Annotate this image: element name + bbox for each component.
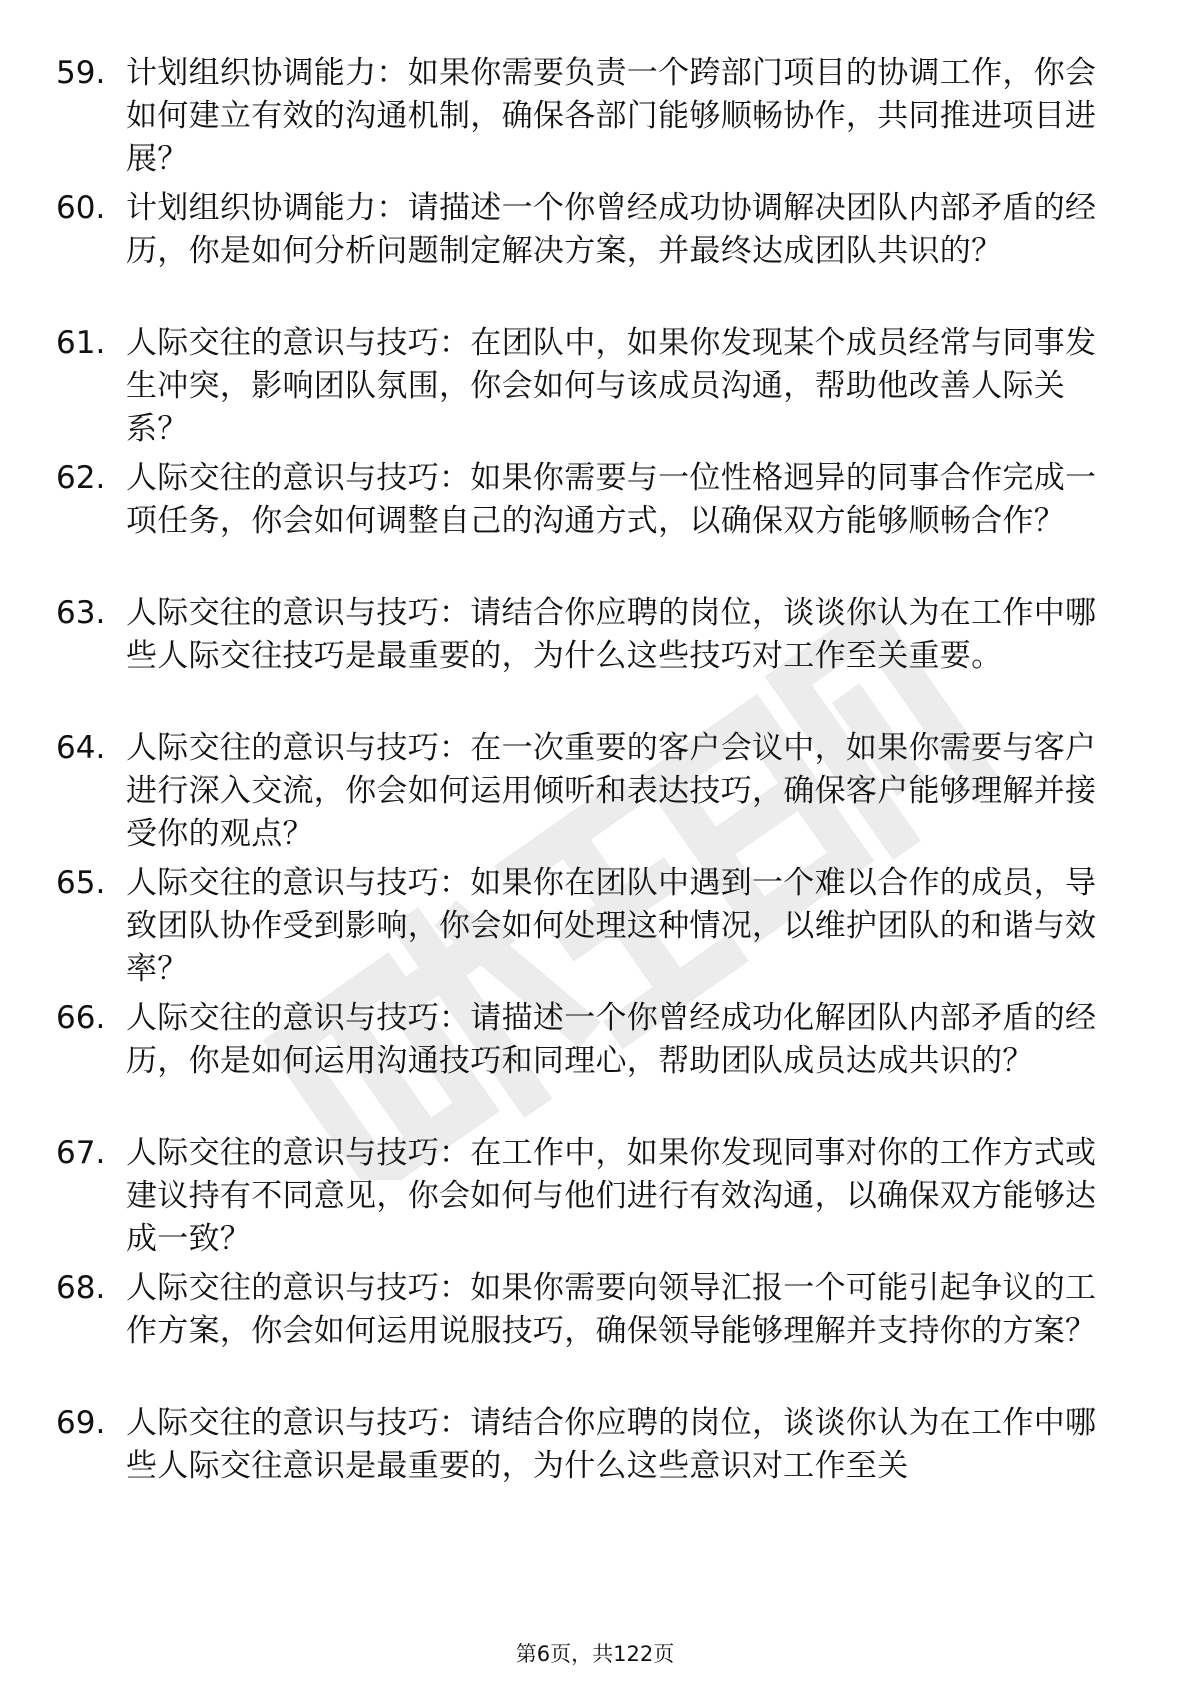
question-item xyxy=(0,862,1190,992)
question-text: 人际交往的意识与技巧：在工作中，如果你发现同事对你的工作方式或建议持有不同意见，你会如何与他们进行有效沟通，以确保双方能够达成一致？ xyxy=(126,1135,1097,1257)
question-text: 人际交往的意识与技巧：在团队中，如果你发现某个成员经常与同事发生冲突，影响团队氛围，你会如何与该成员沟通，帮助他改善人际关系？ xyxy=(126,325,1097,447)
question-text: 计划组织协调能力：请描述一个你曾经成功协调解决团队内部矛盾的经历，你是如何分析问题制定解决方案，并最终达成团队共识的？ xyxy=(126,190,1097,269)
question-number: 60. xyxy=(56,190,106,226)
question-item xyxy=(0,52,1190,182)
question-text: 人际交往的意识与技巧：如果你需要向领导汇报一个可能引起争议的工作方案，你会如何运用说服技巧，确保领导能够理解并支持你的方案？ xyxy=(126,1270,1097,1349)
question-number: 65. xyxy=(56,865,106,901)
question-text: 人际交往的意识与技巧：请描述一个你曾经成功化解团队内部矛盾的经历，你是如何运用沟通技巧和同理心，帮助团队成员达成共识的？ xyxy=(126,1000,1097,1079)
question-item xyxy=(0,592,1190,722)
question-text: 人际交往的意识与技巧：请结合你应聘的岗位，谈谈你认为在工作中哪些人际交往技巧是最重要的，为什么这些技巧对工作至关重要。 xyxy=(126,595,1097,674)
question-item xyxy=(0,727,1190,857)
question-item xyxy=(0,997,1190,1127)
question-text: 计划组织协调能力：如果你需要负责一个跨部门项目的协调工作，你会如何建立有效的沟通机制，确保各部门能够顺畅协作，共同推进项目进展？ xyxy=(126,55,1097,177)
question-text: 人际交往的意识与技巧：在一次重要的客户会议中，如果你需要与客户进行深入交流，你会如何运用倾听和表达技巧，确保客户能够理解并接受你的观点？ xyxy=(126,730,1097,852)
question-number: 69. xyxy=(56,1405,106,1441)
question-text: 人际交往的意识与技巧：如果你在团队中遇到一个难以合作的成员，导致团队协作受到影响，你会如何处理这种情况，以维护团队的和谐与效率？ xyxy=(126,865,1097,987)
question-item xyxy=(0,1267,1190,1397)
question-number: 64. xyxy=(56,730,106,766)
question-number: 67. xyxy=(56,1135,106,1171)
question-item xyxy=(0,187,1190,317)
question-item xyxy=(0,1402,1190,1490)
question-number: 61. xyxy=(56,325,106,361)
question-text: 人际交往的意识与技巧：如果你需要与一位性格迥异的同事合作完成一项任务，你会如何调整自己的沟通方式，以确保双方能够顺畅合作？ xyxy=(126,460,1097,539)
question-number: 59. xyxy=(56,55,106,91)
page-number: 第6页，共122页 xyxy=(515,1642,675,1666)
question-number: 63. xyxy=(56,595,106,631)
question-item xyxy=(0,457,1190,587)
question-item xyxy=(0,1132,1190,1262)
question-item xyxy=(0,322,1190,452)
question-number: 62. xyxy=(56,460,106,496)
question-number: 68. xyxy=(56,1270,106,1306)
question-number: 66. xyxy=(56,1000,106,1036)
question-text: 人际交往的意识与技巧：请结合你应聘的岗位，谈谈你认为在工作中哪些人际交往意识是最重要的，为什么这些意识对工作至关 xyxy=(126,1405,1097,1484)
